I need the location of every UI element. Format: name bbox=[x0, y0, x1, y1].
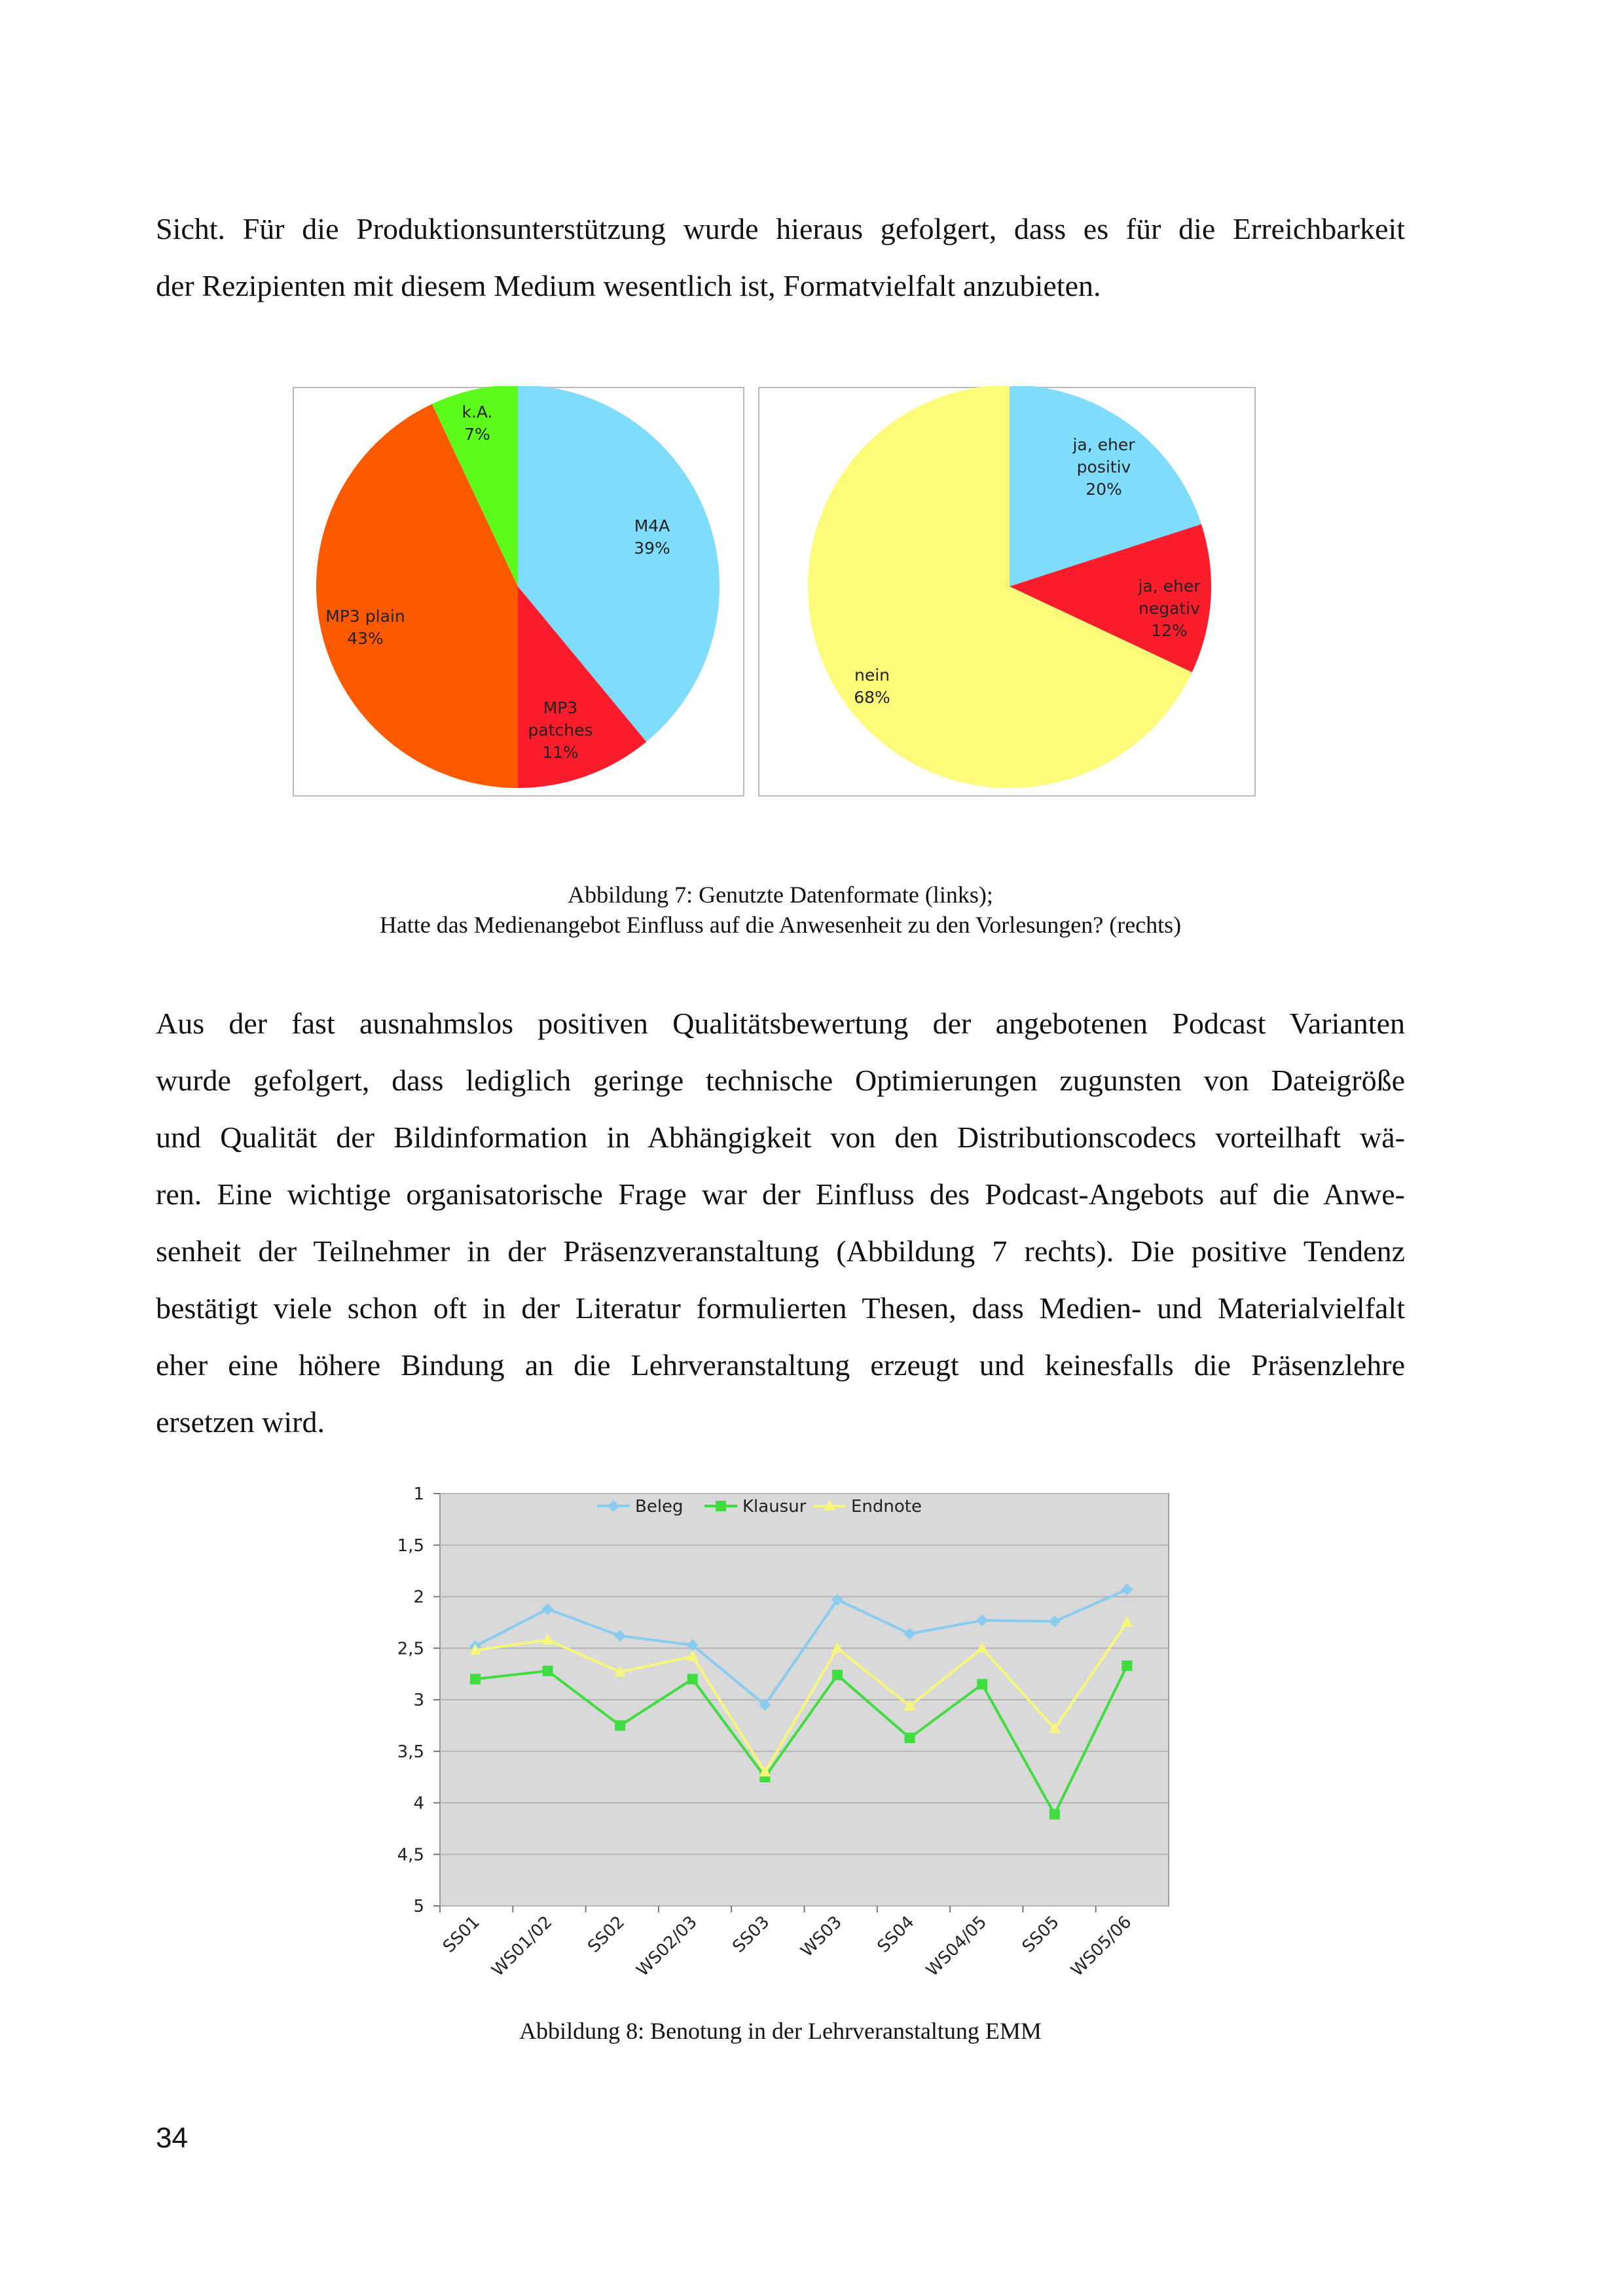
data-point bbox=[832, 1670, 843, 1680]
y-tick-label: 1 bbox=[413, 1484, 424, 1504]
pie-right-slice-label: ja, eher positiv 20% bbox=[1072, 435, 1135, 499]
data-point bbox=[1049, 1809, 1060, 1820]
pie-chart-anwesenheit bbox=[808, 386, 1211, 788]
x-tick-label: WS01/02 bbox=[488, 1912, 556, 1981]
x-tick-label: SS05 bbox=[1018, 1912, 1063, 1957]
data-point bbox=[1122, 1660, 1132, 1671]
y-tick-label: 2,5 bbox=[397, 1639, 424, 1659]
y-tick-label: 2 bbox=[413, 1587, 424, 1607]
x-tick-label: WS03 bbox=[797, 1912, 846, 1962]
data-point bbox=[716, 1501, 726, 1511]
text-line: ersetzen wird. bbox=[156, 1405, 325, 1439]
paragraph-main bbox=[156, 995, 1405, 1450]
text-line: Aus der fast ausnahmslos positiven Qualitätsbewertung der angebotenen Podcast Varianten bbox=[156, 1007, 1405, 1040]
legend-label: Klausur bbox=[742, 1497, 807, 1516]
legend-label: Beleg bbox=[635, 1497, 684, 1516]
y-tick-label: 3,5 bbox=[397, 1742, 424, 1762]
text-line: bestätigt viele schon oft in der Literatur formulierten Thesen, dass Medien- und Materialvielfalt bbox=[156, 1291, 1405, 1325]
x-tick-label: WS02/03 bbox=[632, 1912, 701, 1981]
text-line: Sicht. Für die Produktionsunterstützung wurde hieraus gefolgert, dass es für die Erreichbarkeit bbox=[156, 212, 1405, 245]
page-number: 34 bbox=[156, 2122, 188, 2154]
figure-8-line-chart bbox=[367, 1466, 1192, 2003]
text-line: eher eine höhere Bindung an die Lehrveranstaltung erzeugt und keinesfalls die Präsenzlehre bbox=[156, 1348, 1405, 1382]
pie-left-slice-label: MP3 patches 11% bbox=[528, 698, 593, 762]
data-point bbox=[470, 1674, 481, 1685]
figure-8 bbox=[367, 1466, 1192, 2003]
x-tick-label: SS01 bbox=[439, 1912, 484, 1957]
text-line: wurde gefolgert, dass lediglich geringe technische Optimierungen zugunsten von Dateigröße bbox=[156, 1064, 1405, 1097]
data-point bbox=[977, 1679, 987, 1689]
y-tick-label: 4,5 bbox=[397, 1845, 424, 1865]
figure-8-caption: Abbildung 8: Benotung in der Lehrveranstaltung EMM bbox=[519, 2018, 1042, 2044]
data-point bbox=[543, 1666, 553, 1676]
text-line: der Rezipienten mit diesem Medium wesentlich ist, Formatvielfalt anzubieten. bbox=[156, 269, 1101, 302]
x-tick-label: WS04/05 bbox=[922, 1912, 991, 1981]
pie-left-slice-label: M4A 39% bbox=[634, 516, 670, 558]
text-line: senheit der Teilnehmer in der Präsenzveranstaltung (Abbildung 7 rechts). Die positive Tendenz bbox=[156, 1234, 1405, 1268]
y-tick-label: 3 bbox=[413, 1691, 424, 1710]
figure-7-caption-line1: Abbildung 7: Genutzte Datenformate (links); bbox=[568, 882, 993, 908]
pie-right-slice-label: ja, eher negativ 12% bbox=[1138, 577, 1201, 640]
figure-7-pies bbox=[292, 386, 1261, 805]
data-point bbox=[687, 1674, 698, 1685]
y-tick-label: 1,5 bbox=[397, 1535, 424, 1556]
legend bbox=[597, 1497, 922, 1516]
figure-7-caption-line2: Hatte das Medienangebot Einfluss auf die Anwesenheit zu den Vorlesungen? (rechts) bbox=[379, 912, 1182, 938]
pie-chart-datenformate bbox=[316, 386, 720, 788]
y-tick-label: 5 bbox=[413, 1897, 424, 1916]
x-tick-label: SS02 bbox=[584, 1912, 629, 1957]
paragraph-intro bbox=[156, 200, 1405, 314]
y-tick-label: 4 bbox=[413, 1793, 424, 1814]
x-tick-label: SS03 bbox=[729, 1912, 774, 1957]
data-point bbox=[615, 1720, 625, 1731]
pie-right-slice-label: nein 68% bbox=[854, 666, 890, 707]
text-line: ren. Eine wichtige organisatorische Frage war der Einfluss des Podcast-Angebots auf die Anwe- bbox=[156, 1177, 1405, 1211]
legend-label: Endnote bbox=[851, 1497, 922, 1516]
pie-left-slice-label: MP3 plain 43% bbox=[325, 607, 405, 648]
pie-left-slice-label: k.A. 7% bbox=[462, 403, 493, 444]
text-line: und Qualität der Bildinformation in Abhängigkeit von den Distributionscodecs vorteilhaft wä- bbox=[156, 1121, 1405, 1154]
x-tick-label: WS05/06 bbox=[1067, 1912, 1136, 1981]
data-point bbox=[905, 1732, 915, 1743]
figure-7-caption bbox=[156, 880, 1405, 940]
figure-7 bbox=[292, 386, 1261, 805]
x-tick-label: SS04 bbox=[873, 1912, 919, 1957]
